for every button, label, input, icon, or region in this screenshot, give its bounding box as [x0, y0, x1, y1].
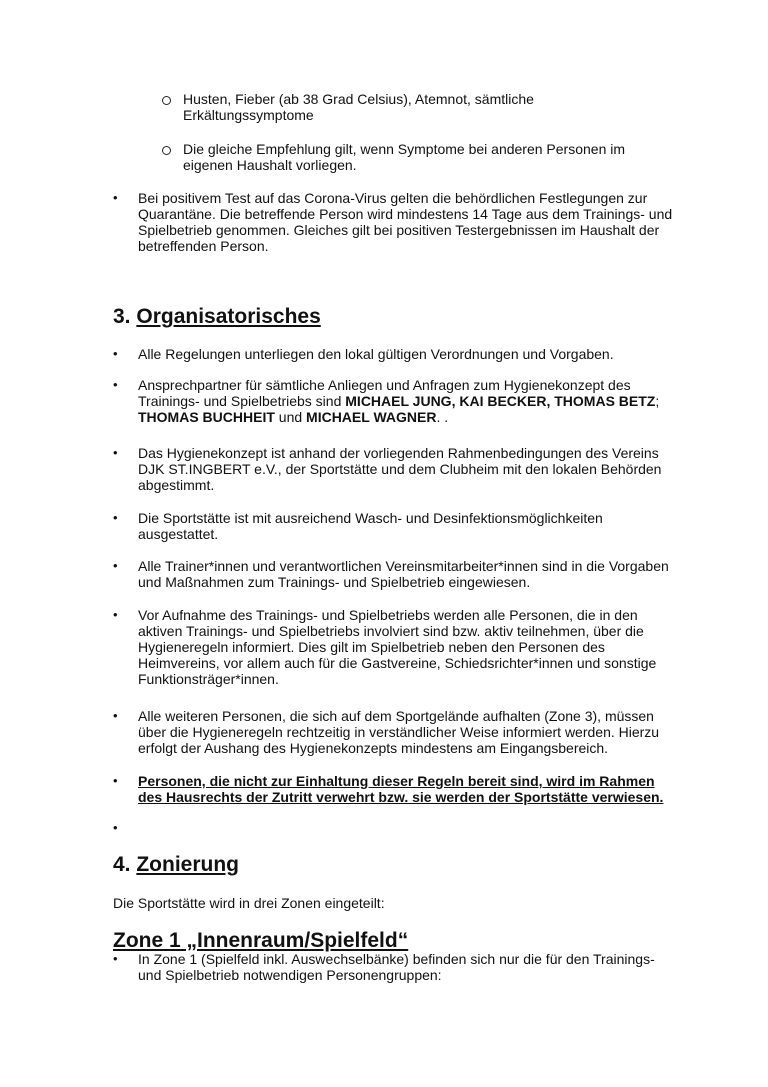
section-4-heading	[113, 853, 239, 877]
positive-test-paragraph: Bei positivem Test auf das Corona-Virus gelten die behördlichen Festlegungen zur Quarantäne. Die betreffende Person wird mindestens 14 Tage aus dem Trainings- und Spielbetrieb genommen. Gleiches gilt bei positiven Testergebnissen im Haushalt der betreffenden Person.	[138, 190, 673, 254]
list-item-aufnahme: Vor Aufnahme des Trainings- und Spielbetriebs werden alle Personen, die in den aktiven Trainings- und Spielbetriebs involviert sind bzw. aktiv teilnehmen, über die Hygieneregeln informiert. Dies gilt im Spielbetrieb neben den Personen des Heimvereins, vor allem auch für die Gastvereine, Schiedsrichter*innen und sonstige Funktionsträger*innen.	[138, 607, 657, 687]
bullet-icon: •	[113, 377, 118, 392]
bullet-icon: •	[113, 346, 118, 361]
ansprech-separator: ;	[655, 393, 660, 409]
list-item-hausrecht: Personen, die nicht zur Einhaltung dieser Regeln bereit sind, wird im Rahmen des Hausrechts der Zutritt verwehrt bzw. sie werden der Sportstätte verwiesen.	[138, 773, 664, 805]
ansprech-und: und	[274, 409, 307, 425]
symptom-item-1: Husten, Fieber (ab 38 Grad Celsius), Atemnot, sämtliche Erkältungssymptome	[183, 91, 534, 123]
list-item-wasch: Die Sportstätte ist mit ausreichend Wasch- und Desinfektionsmöglichkeiten ausgestattet.	[138, 510, 603, 542]
section-3-heading	[113, 305, 321, 329]
section-4-number: 4.	[113, 853, 131, 876]
section-4-intro: Die Sportstätte wird in drei Zonen eingeteilt:	[113, 895, 385, 911]
list-item-zone3: Alle weiteren Personen, die sich auf dem Sportgelände aufhalten (Zone 3), müssen über die Hygieneregeln rechtzeitig in verständlicher Weise informiert werden. Hierzu erfolgt der Aushang des Hygienekonzepts mindestens am Eingangsbereich.	[138, 708, 660, 756]
ansprech-names-1: MICHAEL JUNG, KAI BECKER, THOMAS BETZ	[345, 393, 656, 409]
bullet-icon: •	[113, 510, 118, 525]
bullet-icon: •	[113, 607, 118, 622]
ansprech-end: . .	[436, 409, 449, 425]
bullet-icon: •	[113, 773, 118, 788]
bullet-icon: •	[113, 708, 118, 723]
ansprech-intro: Ansprechpartner für sämtliche Anliegen und Anfragen zum Hygienekonzept des Trainings- und Spielbetriebs sind	[138, 377, 631, 409]
symptom-item-2: Die gleiche Empfehlung gilt, wenn Symptome bei anderen Personen im eigenen Haushalt vorliegen.	[183, 141, 626, 173]
list-item-ansprechpartner	[138, 377, 668, 425]
list-item-regelungen: Alle Regelungen unterliegen den lokal gültigen Verordnungen und Vorgaben.	[138, 346, 614, 362]
circle-bullet-icon	[162, 146, 171, 155]
zone-1-paragraph: In Zone 1 (Spielfeld inkl. Auswechselbänke) befinden sich nur die für den Trainings- und Spielbetrieb notwendigen Personengruppen:	[138, 951, 655, 983]
list-item-trainer: Alle Trainer*innen und verantwortlichen Vereinsmitarbeiter*innen sind in die Vorgaben und Maßnahmen zum Trainings- und Spielbetrieb eingewiesen.	[138, 558, 669, 590]
section-3-title: Organisatorisches	[136, 305, 321, 328]
bullet-icon: •	[113, 445, 118, 460]
list-item-abgestimmt: Das Hygienekonzept ist anhand der vorliegenden Rahmenbedingungen des Vereins DJK ST.INGBERT e.V., der Sportstätte und dem Clubheim mit den lokalen Behörden abgestimmt.	[138, 445, 662, 493]
ansprech-names-3: MICHAEL WAGNER	[306, 409, 437, 425]
bullet-icon: •	[113, 820, 118, 835]
bullet-icon: •	[113, 558, 118, 573]
zone-1-heading: Zone 1 „Innenraum/Spielfeld“	[113, 929, 409, 952]
bullet-icon: •	[113, 951, 118, 966]
section-4-title: Zonierung	[136, 853, 240, 876]
section-3-number: 3.	[113, 305, 131, 328]
ansprech-names-2: THOMAS BUCHHEIT	[138, 409, 275, 425]
circle-bullet-icon	[162, 96, 171, 105]
bullet-icon: •	[113, 190, 118, 205]
